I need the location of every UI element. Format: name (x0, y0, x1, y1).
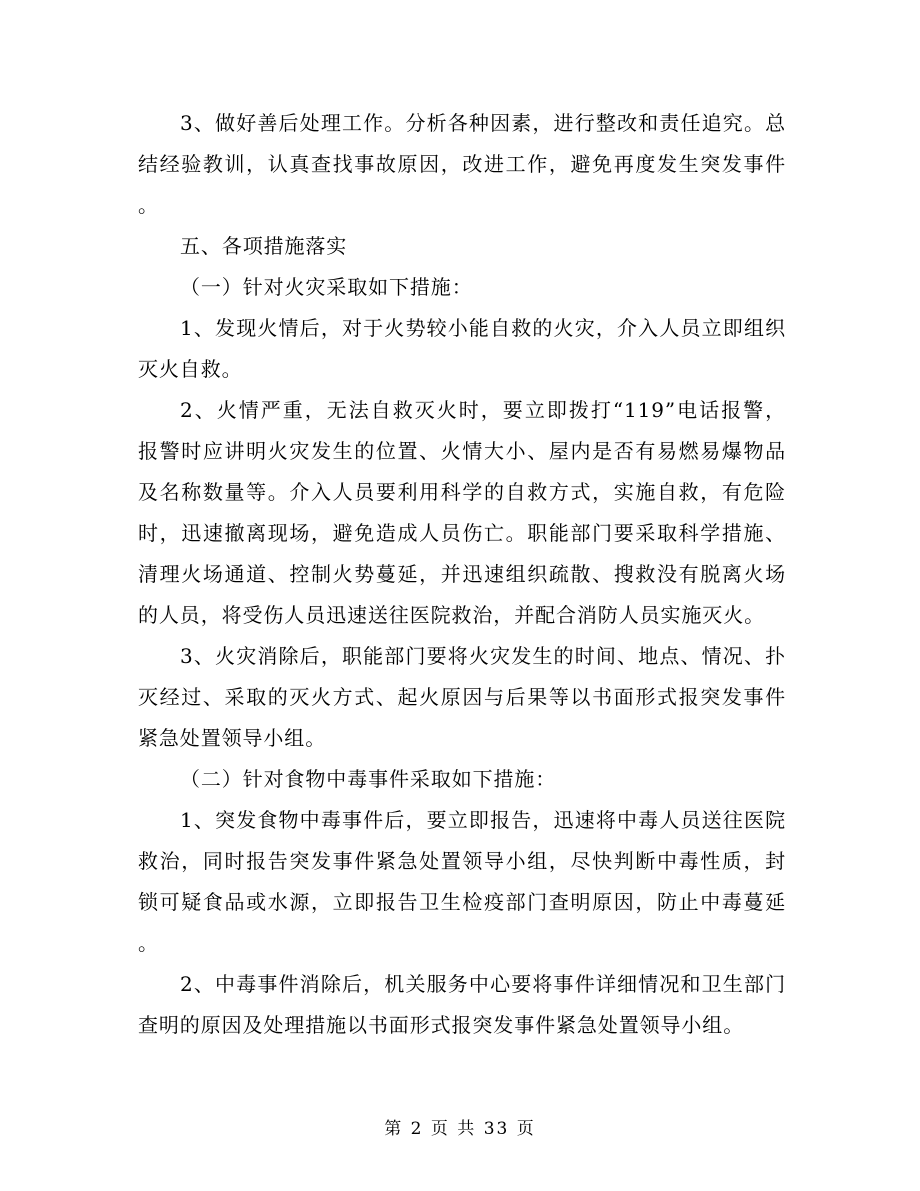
subsection-heading-poisoning (138, 759, 786, 800)
text-line: 3、火灾消除后，职能部门要将火灾发生的时间、地点、情况、扑 (180, 644, 786, 668)
section-heading (138, 226, 786, 267)
text-line: 3、做好善后处理工作。分析各种因素，进行整改和责任追究。总 (180, 111, 786, 135)
paragraph-aftermath (138, 103, 786, 226)
text-line: （一）针对火灾采取如下措施： (180, 275, 473, 299)
text-line: 五、各项措施落实 (180, 234, 348, 258)
text-line: 查明的原因及处理措施以书面形式报突发事件紧急处置领导小组。 (138, 1013, 745, 1037)
paragraph-fire-3 (138, 636, 786, 759)
text-line: 及名称数量等。介入人员要利用科学的自救方式，实施自救，有危险 (138, 480, 786, 504)
text-line: 。 (138, 193, 159, 217)
text-line: 的人员，将受伤人员迅速送往医院救治，并配合消防人员实施灭火。 (138, 603, 765, 627)
document-body (138, 103, 786, 1046)
text-line: 清理火场通道、控制火势蔓延，并迅速组织疏散、搜救没有脱离火场 (138, 562, 786, 586)
text-line: 。 (138, 931, 159, 955)
text-line: 救治，同时报告突发事件紧急处置领导小组，尽快判断中毒性质，封 (138, 849, 786, 873)
text-line: 时，迅速撤离现场，避免造成人员伤亡。职能部门要采取科学措施、 (138, 521, 786, 545)
text-line: 灭火自救。 (138, 357, 243, 381)
text-line: 灭经过、采取的灭火方式、起火原因与后果等以书面形式报突发事件 (138, 685, 786, 709)
text-line: 报警时应讲明火灾发生的位置、火情大小、屋内是否有易燃易爆物品 (138, 439, 786, 463)
paragraph-fire-1 (138, 308, 786, 390)
text-line: （二）针对食物中毒事件采取如下措施： (180, 767, 557, 791)
text-line: 1、突发食物中毒事件后，要立即报告，迅速将中毒人员送往医院 (180, 808, 786, 832)
subsection-heading-fire (138, 267, 786, 308)
text-line: 紧急处置领导小组。 (138, 726, 327, 750)
text-line: 1、发现火情后，对于火势较小能自救的火灾，介入人员立即组织 (180, 316, 786, 340)
text-line: 结经验教训，认真查找事故原因，改进工作，避免再度发生突发事件 (138, 152, 786, 176)
text-line: 2、中毒事件消除后，机关服务中心要将事件详细情况和卫生部门 (180, 972, 786, 996)
text-line: 2、火情严重，无法自救灭火时，要立即拨打“119”电话报警， (180, 398, 786, 422)
page-number-footer: 第 2 页 共 33 页 (384, 1119, 536, 1139)
text-line: 锁可疑食品或水源，立即报告卫生检疫部门查明原因，防止中毒蔓延 (138, 890, 786, 914)
paragraph-fire-2 (138, 390, 786, 636)
paragraph-poisoning-1 (138, 800, 786, 964)
paragraph-poisoning-2 (138, 964, 786, 1046)
